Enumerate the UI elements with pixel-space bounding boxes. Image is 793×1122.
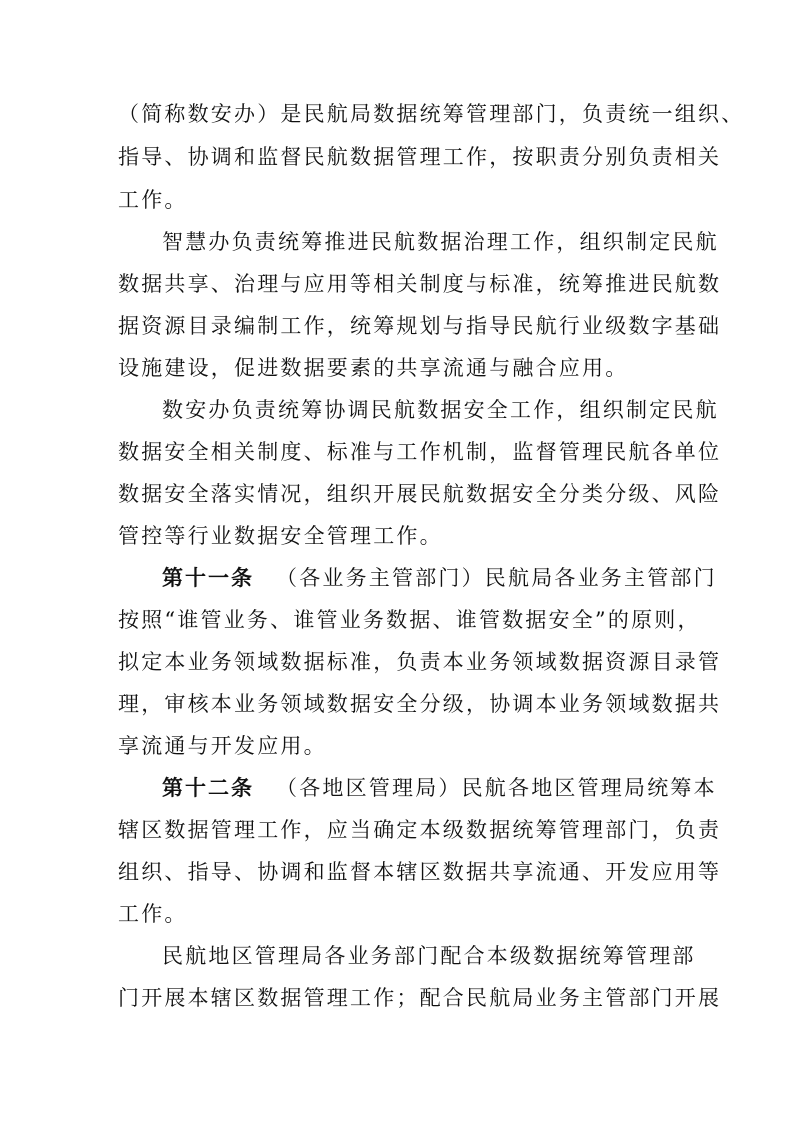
text-line: 理，审核本业务领域数据安全分级，协调本业务领域数据共 (118, 692, 722, 716)
text-line: 按照“谁管业务、谁管业务数据、谁管数据安全”的原则， (118, 608, 701, 632)
text-line: 辖区数据管理工作，应当确定本级数据统筹管理部门，负责 (118, 818, 722, 842)
text-line: 指导、协调和监督民航数据管理工作，按职责分别负责相关 (118, 145, 722, 169)
article-title: 第十二条 (162, 775, 254, 800)
article-text: （各地区管理局）民航各地区管理局统筹本 (276, 776, 717, 800)
paragraph-first-line: 数安办负责统筹协调民航数据安全工作，组织制定民航 (162, 398, 719, 422)
text-line: 工作。 (118, 188, 188, 212)
text-line: 数据安全相关制度、标准与工作机制，监督管理民航各单位 (118, 440, 722, 464)
text-line: 工作。 (118, 902, 188, 926)
article-title: 第十一条 (162, 565, 254, 590)
text-line: 设施建设，促进数据要素的共享流通与融合应用。 (118, 356, 629, 380)
article-first-line (162, 775, 717, 802)
text-line: 门开展本辖区数据管理工作；配合民航局业务主管部门开展 (118, 986, 722, 1010)
text-line: 享流通与开发应用。 (118, 734, 327, 758)
article-text: （各业务主管部门）民航局各业务主管部门 (276, 566, 717, 590)
text-line: 拟定本业务领域数据标准，负责本业务领域数据资源目录管 (118, 650, 722, 674)
paragraph-first-line: 智慧办负责统筹推进民航数据治理工作，组织制定民航 (162, 230, 719, 254)
text-line: （简称数安办）是民航局数据统筹管理部门，负责统一组织、 (118, 102, 745, 126)
text-line: 组织、指导、协调和监督本辖区数据共享流通、开发应用等 (118, 860, 722, 884)
text-line: 数据共享、治理与应用等相关制度与标准，统筹推进民航数 (118, 272, 722, 296)
text-line: 据资源目录编制工作，统筹规划与指导民航行业级数字基础 (118, 314, 722, 338)
article-first-line (162, 565, 717, 592)
paragraph-first-line: 民航地区管理局各业务部门配合本级数据统筹管理部 (162, 944, 696, 968)
text-line: 管控等行业数据安全管理工作。 (118, 524, 443, 548)
text-line: 数据安全落实情况，组织开展民航数据安全分类分级、风险 (118, 482, 722, 506)
